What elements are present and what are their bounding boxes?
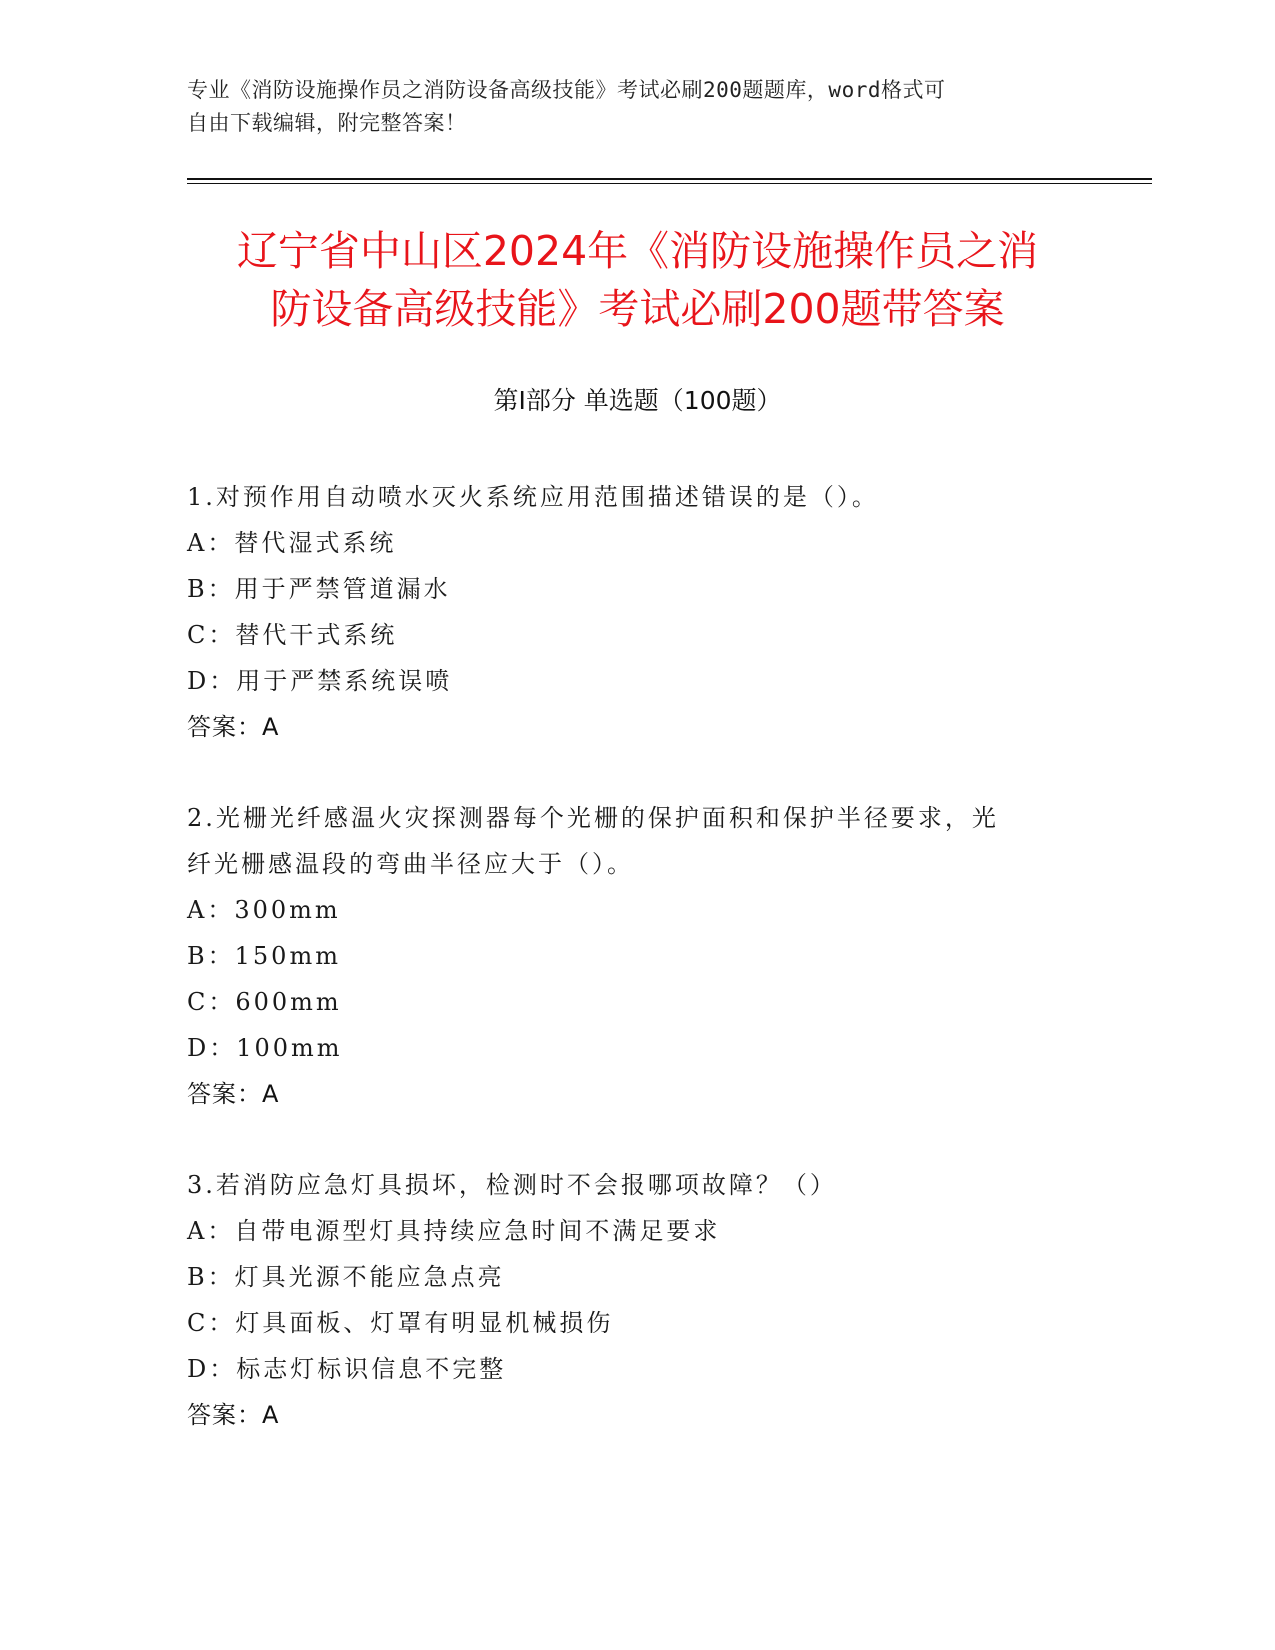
answer: 答案：A [187,713,280,741]
option-a: A：自带电源型灯具持续应急时间不满足要求 [187,1217,721,1245]
document-title [140,222,1135,338]
option-b: B：150mm [187,942,341,970]
header-divider-thin [187,183,1152,184]
answer: 答案：A [187,1401,280,1429]
answer: 答案：A [187,1080,280,1108]
option-c: C：替代干式系统 [187,621,398,649]
question-stem-continued: 纤光栅感温段的弯曲半径应大于（）。 [187,850,634,878]
option-d: D：标志灯标识信息不完整 [187,1355,507,1383]
header-note [187,74,1087,140]
section-heading: 第Ⅰ部分 单选题（100题） [493,386,782,415]
question-stem: 2.光栅光纤感温火灾探测器每个光栅的保护面积和保护半径要求，光 [187,804,999,832]
question-stem: 3.若消防应急灯具损坏，检测时不会报哪项故障？（） [187,1171,837,1199]
option-d: D：100mm [187,1034,343,1062]
option-b: B：灯具光源不能应急点亮 [187,1263,505,1291]
header-note-line-2: 自由下载编辑，附完整答案！ [187,111,467,135]
document-title-line-2: 防设备高级技能》考试必刷200题带答案 [270,285,1005,333]
option-a: A：替代湿式系统 [187,529,397,557]
header-note-line-1: 专业《消防设施操作员之消防设备高级技能》考试必刷200题题库，word格式可 [187,78,946,102]
question-3 [187,1162,1087,1438]
question-stem: 1.对预作用自动喷水灭火系统应用范围描述错误的是（）。 [187,483,879,511]
option-c: C：灯具面板、灯罩有明显机械损伤 [187,1309,614,1337]
header-divider-thick [187,178,1152,180]
option-c: C：600mm [187,988,342,1016]
question-1 [187,474,1087,750]
option-a: A：300mm [187,896,341,924]
document-title-line-1: 辽宁省中山区2024年《消防设施操作员之消 [236,227,1039,275]
option-d: D：用于严禁系统误喷 [187,667,453,695]
question-2 [187,795,1087,1117]
question-list [187,474,1087,1438]
option-b: B：用于严禁管道漏水 [187,575,451,603]
